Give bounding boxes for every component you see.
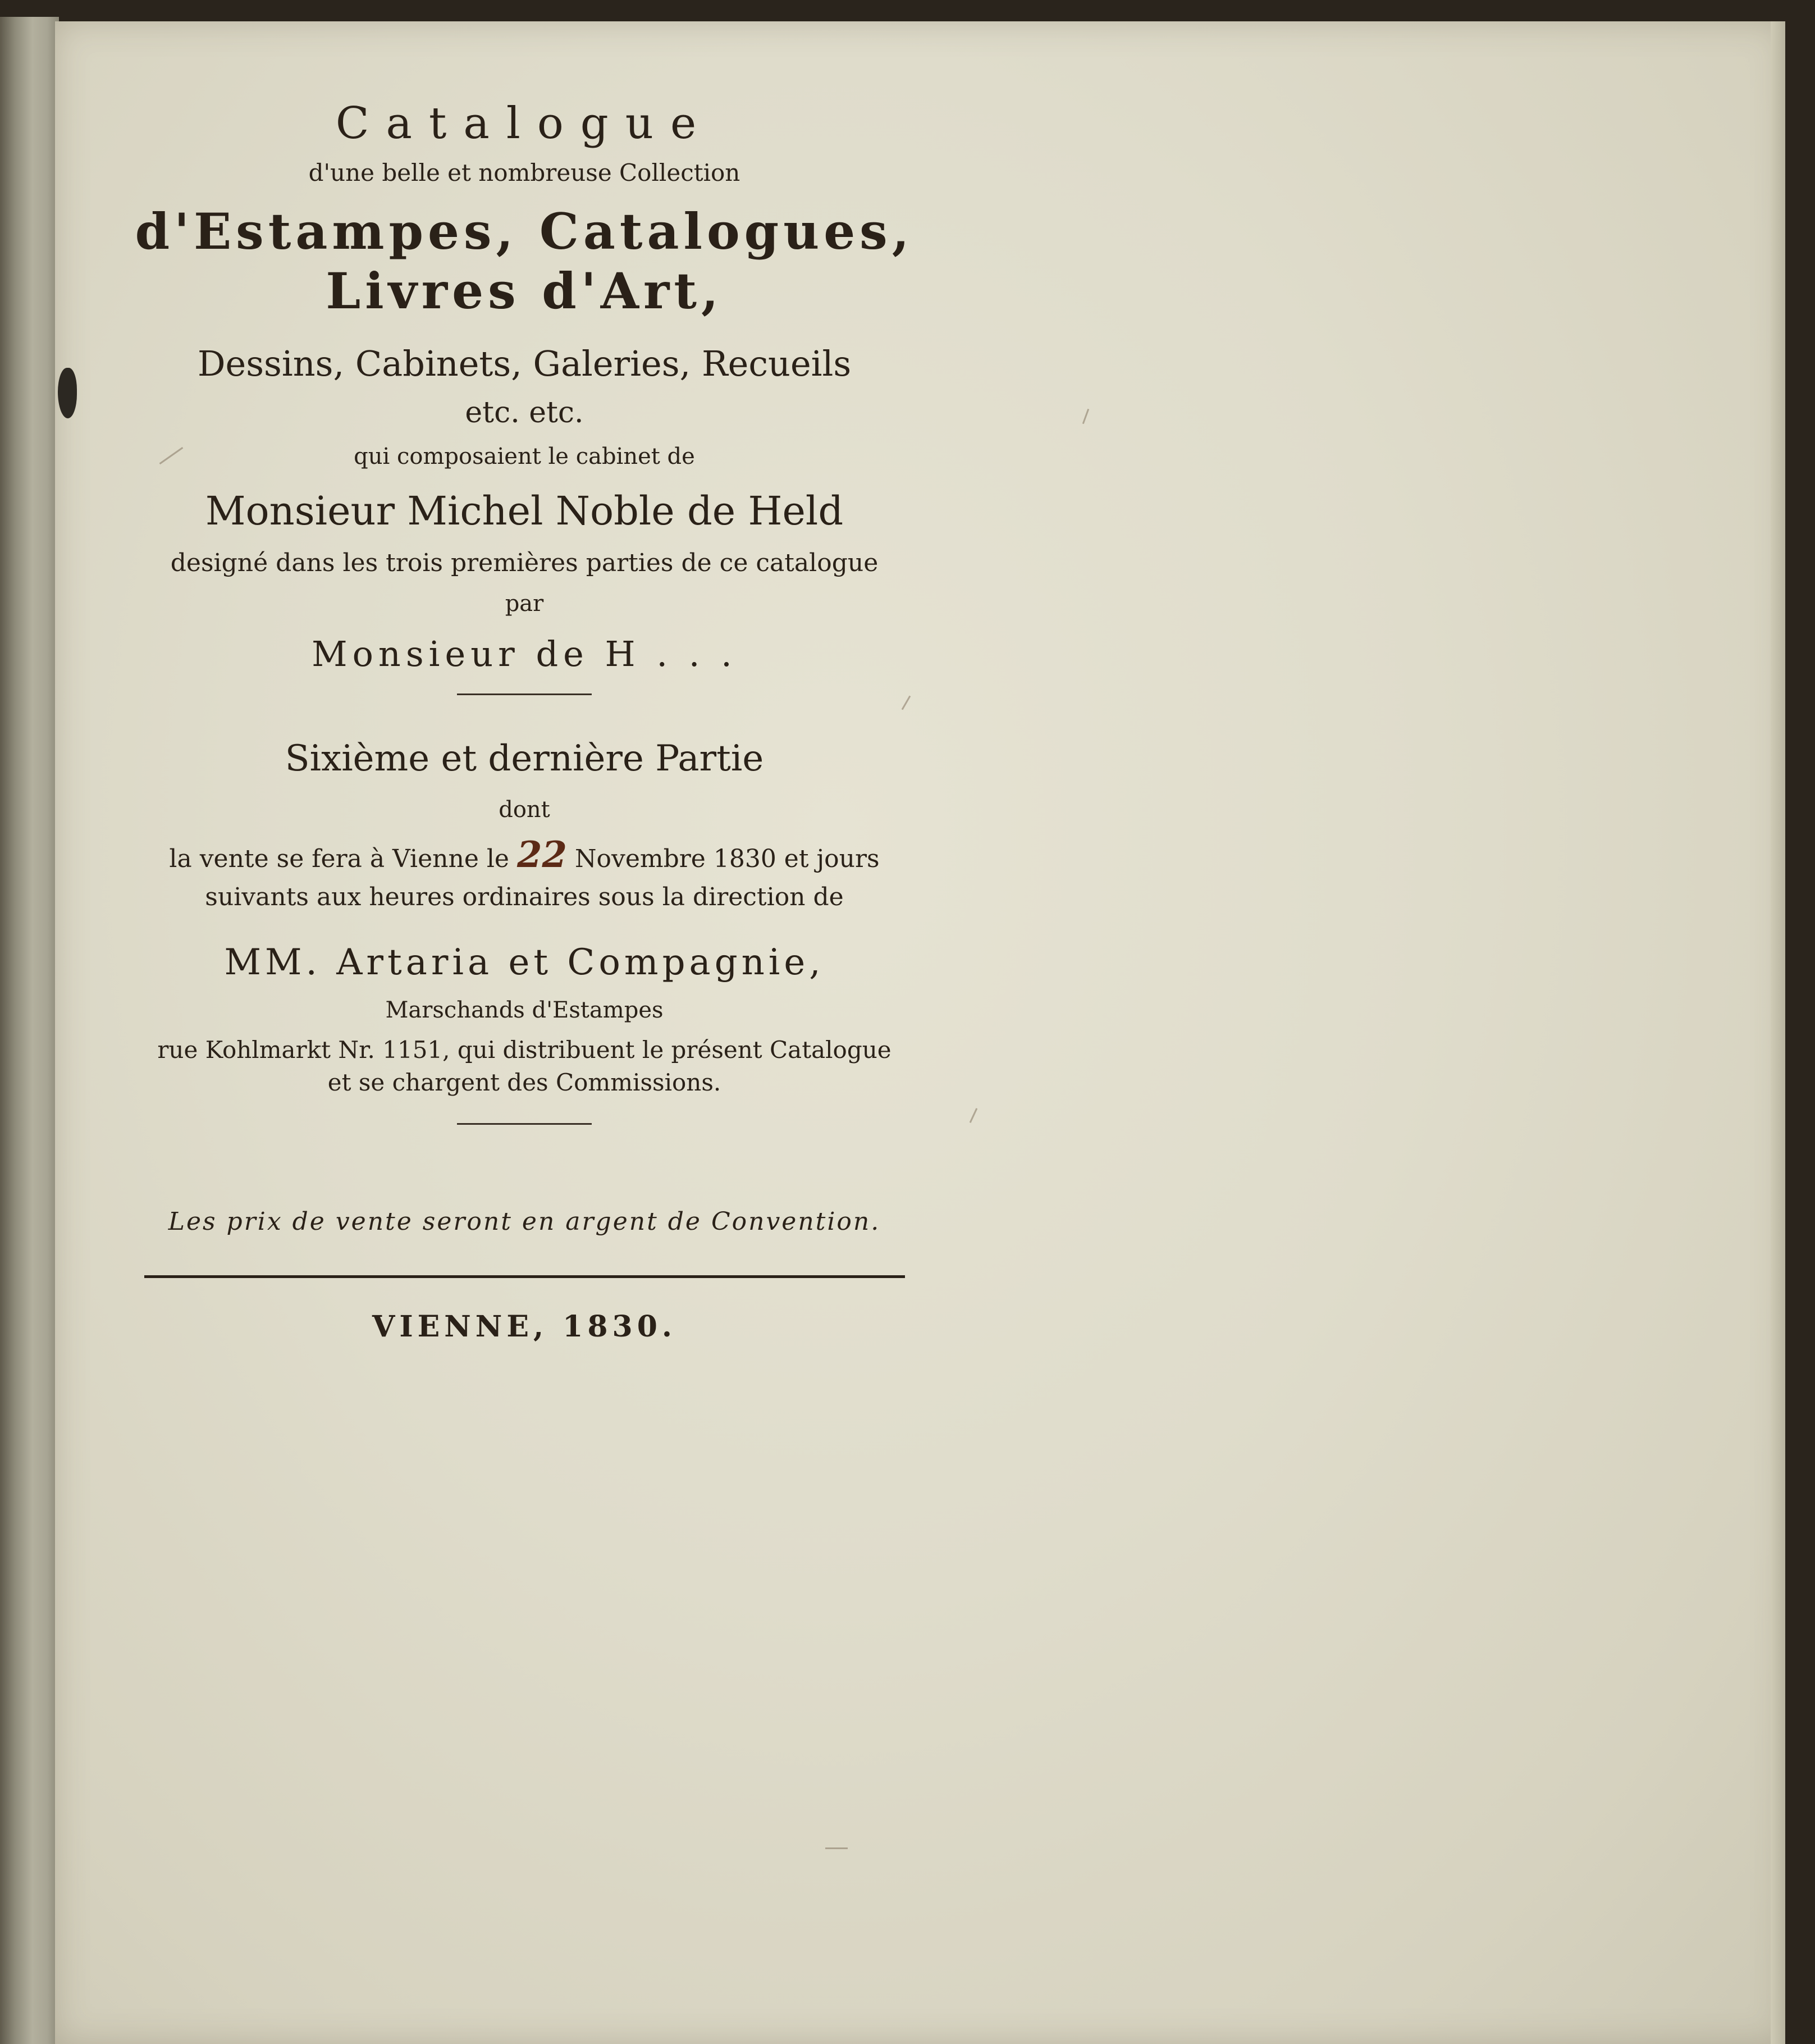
sale-text-after: Novembre 1830 et jours — [567, 845, 880, 874]
divider-rule — [457, 1123, 592, 1125]
line-commissions: et se chargent des Commissions. — [327, 1069, 721, 1097]
dealer-name: MM. Artaria et Compagnie, — [224, 941, 825, 983]
line-dont: dont — [499, 797, 550, 823]
sale-date-line — [117, 834, 932, 877]
line-designe: designé dans les trois premières parties de ce catalogue — [170, 548, 879, 577]
collector-name: Monsieur Michel Noble de Held — [205, 488, 844, 535]
sale-text-before: la vente se fera à Vienne le — [169, 845, 517, 874]
heading-estampes: d'Estampes, Catalogues, — [135, 202, 914, 261]
book-spine — [0, 17, 59, 2044]
heading-livres: Livres d'Art, — [326, 262, 723, 321]
paper-fleck — [825, 1847, 848, 1849]
page-edge — [1771, 21, 1785, 2044]
heading-catalogue: Catalogue — [335, 98, 714, 149]
line-suivants: suivants aux heures ordinaires sous la direction de — [205, 882, 844, 911]
imprint: VIENNE, 1830. — [372, 1310, 677, 1344]
imprint-rule — [144, 1275, 905, 1278]
ink-blot — [58, 368, 77, 418]
line-qui-composaient: qui composaient le cabinet de — [354, 444, 695, 470]
line-etc: etc. etc. — [465, 395, 584, 430]
part-heading: Sixième et dernière Partie — [285, 738, 764, 780]
line-dessins: Dessins, Cabinets, Galeries, Recueils — [197, 343, 852, 384]
title-block — [117, 95, 932, 1343]
price-note: Les prix de vente seront en argent de Convention. — [168, 1207, 881, 1237]
dealer-address: rue Kohlmarkt Nr. 1151, qui distribuent le présent Catalogue — [157, 1035, 892, 1064]
compiler-name: Monsieur de H . . . — [312, 633, 737, 675]
line-par: par — [505, 591, 544, 617]
line-marschands: Marschands d'Estampes — [385, 997, 664, 1023]
subtitle-collection: d'une belle et nombreuse Collection — [308, 158, 740, 186]
handwritten-day: 22 — [516, 834, 568, 877]
divider-rule — [457, 694, 592, 695]
